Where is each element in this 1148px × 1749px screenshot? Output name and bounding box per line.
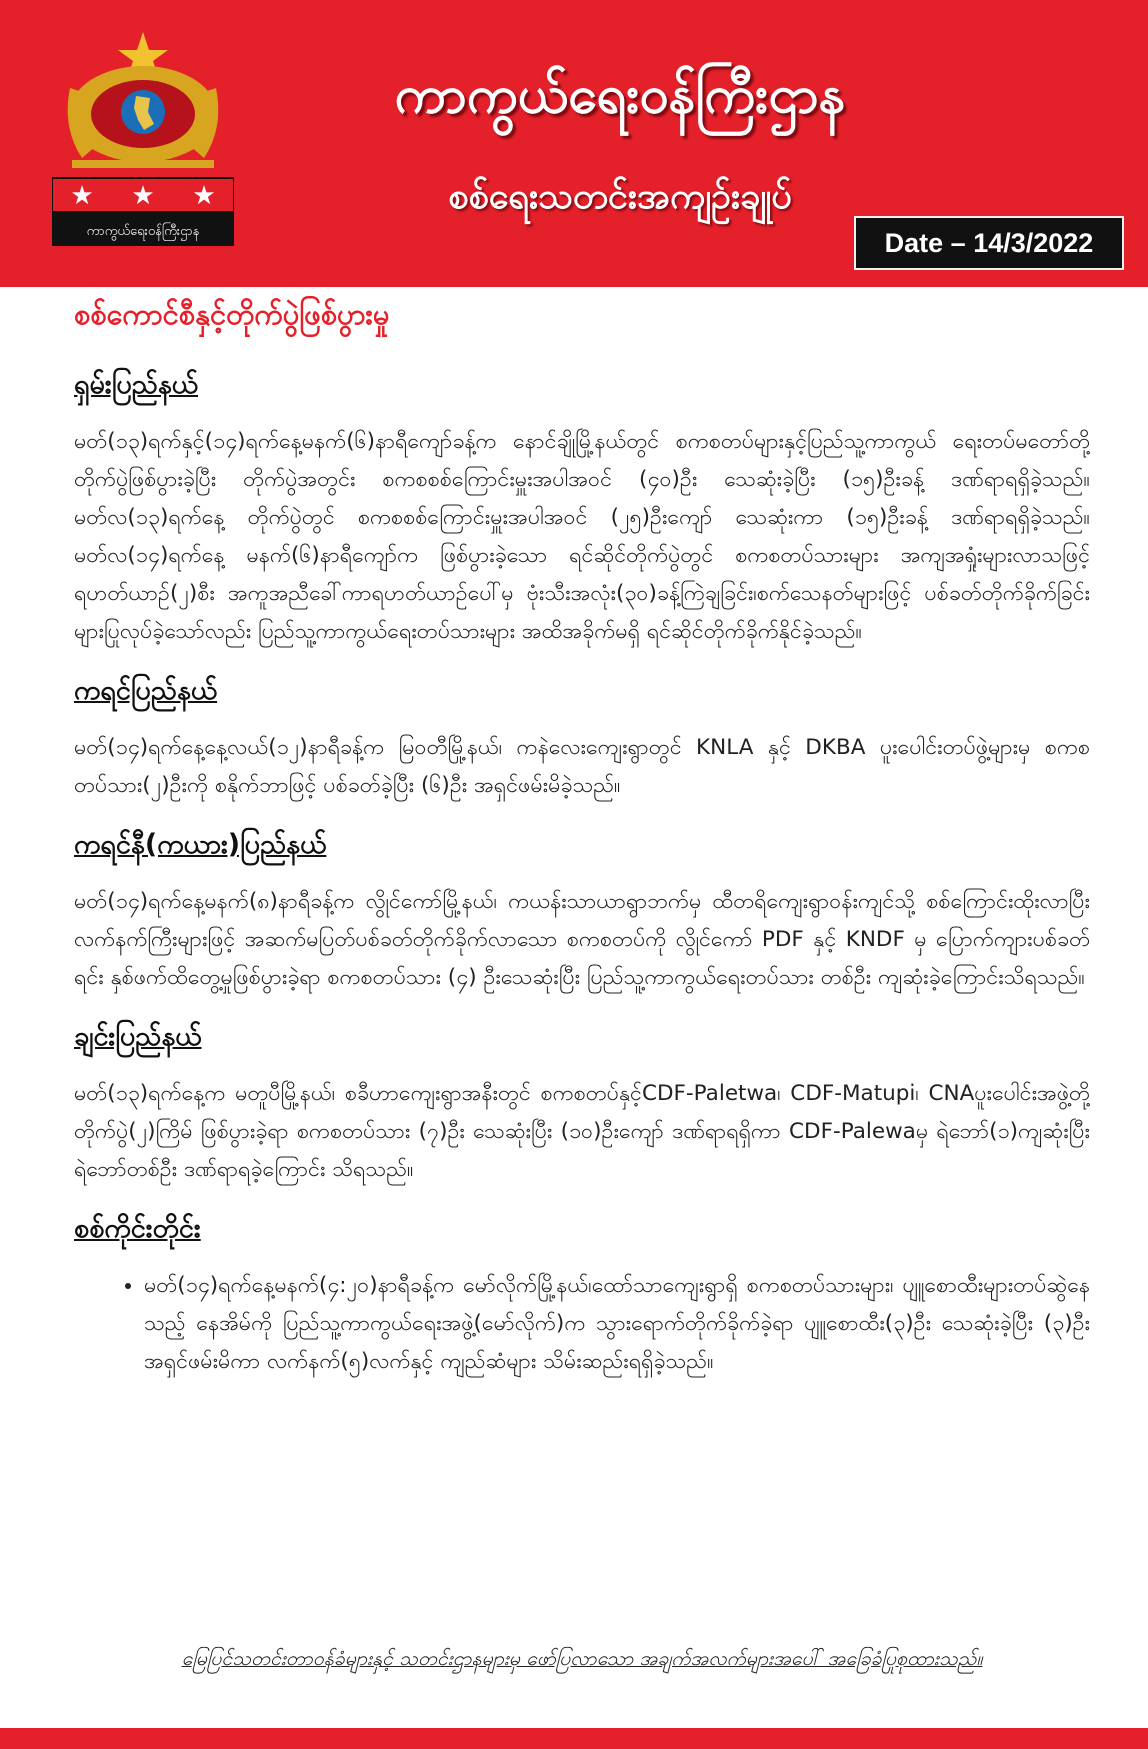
svg-text:★: ★ (70, 181, 94, 211)
section-heading: ရှမ်းပြည်နယ် (74, 369, 199, 400)
ministry-title: ကာကွယ်ရေးဝန်ကြီးဌာန (394, 65, 846, 125)
date-badge: Date – 14/3/2022 (854, 216, 1124, 270)
section-sagaing (74, 1211, 1090, 1381)
bullet-item: • မတ်(၁၄)ရက်နေ့မနက်(၄:၂၀)နာရီခန့်က မော်လိုက်မြို့နယ်၊ထော်သာကျေးရွာရှိ စကစတပ်သားများ၊ ပျူစောထီးများတပ်ဆွဲနေသည့် နေအိမ်ကို ပြည်သူ့ကာကွယ်ရေးအဖွဲ့(မော်လိုက်)က သွားရောက်တိုက်ခိုက်ခဲ့ရာ ပျူစောထီး(၃)ဦး သေဆုံးခဲ့ပြီး (၃)ဦးအရှင်ဖမ်းမိကာ လက်နက်(၅)လက်နှင့် ကျည်ဆံများ သိမ်းဆည်းရရှိခဲ့သည်။ (144, 1267, 1090, 1381)
source-note: မြေပြင်သတင်းတာဝန်ခံများနှင့် သတင်းဌာနများမှ ဖော်ပြလာသော အချက်အလက်များအပေါ် အခြေခံပြုစုထားသည်။ (181, 1647, 983, 1670)
section-karenni (74, 827, 1090, 997)
section-heading: ချင်းပြည်နယ် (74, 1021, 202, 1052)
section-paragraph: မတ်(၁၄)ရက်နေ့မနက်(၈)နာရီခန့်က လွိုင်ကော်မြို့နယ်၊ ကယန်းသာယာရွာဘက်မှ ထီတရိကျေးရွာဝန်းကျင်သို့ စစ်ကြောင်းထိုးလာပြီး လက်နက်ကြီးများဖြင့် အဆက်မပြတ်ပစ်ခတ်တိုက်ခိုက်လာသော စကစတပ်ကို လွိုင်ကော် PDF နှင့် KNDF မှ ပြောက်ကျားပစ်ခတ်ရင်း နှစ်ဖက်ထိတွေ့မှုဖြစ်ပွားခဲ့ရာ စကစတပ်သား (၄) ဦးသေဆုံးပြီး ပြည်သူ့ကာကွယ်ရေးတပ်သား တစ်ဦး ကျဆုံးခဲ့ကြောင်းသိရသည်။ (74, 889, 1090, 990)
section-heading: ကရင်နီ(ကယား)ပြည်နယ် (74, 829, 327, 860)
ministry-emblem-icon (52, 28, 234, 248)
section-paragraph: မတ်(၁၃)ရက်နှင့်(၁၄)ရက်နေ့မနက်(၆)နာရီကျော်ခန့်က နောင်ချိုမြို့နယ်တွင် စကစတပ်များနှင့်ပြည်သူ့ကာကွယ် ရေးတပ်မတော်တို့ တိုက်ပွဲဖြစ်ပွားခဲ့ပြီး တိုက်ပွဲအတွင်း စကစစစ်ကြောင်းမှူးအပါအဝင် (၄၀)ဦး သေဆုံးခဲ့ပြီး (၁၅)ဦးခန့် ဒဏ်ရာရရှိခဲ့သည်။ မတ်လ(၁၃)ရက်နေ့ တိုက်ပွဲတွင် စကစစစ်ကြောင်းမှူးအပါအဝင် (၂၅)ဦးကျော် သေဆုံးကာ (၁၅)ဦးခန့် ဒဏ်ရာရရှိခဲ့သည်။ မတ်လ(၁၄)ရက်နေ့ မနက်(၆)နာရီကျော်က ဖြစ်ပွားခဲ့သော ရင်ဆိုင်တိုက်ပွဲတွင် စကစတပ်သားများ အကျအရှုံးများလာသဖြင့် ရဟတ်ယာဉ်(၂)စီး အကူအညီခေါ်ကာရဟတ်ယာဉ်ပေါ်မှ ဗုံးသီးအလုံး(၃၀)ခန့်ကြဲချခြင်း၊စက်သေနတ်များဖြင့် ပစ်ခတ်တိုက်ခိုက်ခြင်းများပြုလုပ်ခဲ့သော်လည်း ပြည်သူ့ကာကွယ်ရေးတပ်သားများ အထိအခိုက်မရှိ ရင်ဆိုင်တိုက်ခိုက်နိုင်ခဲ့သည်။ (74, 429, 1090, 644)
section-shan (74, 367, 1090, 651)
section-chin (74, 1019, 1090, 1189)
svg-text:★: ★ (131, 181, 155, 211)
section-paragraph: မတ်(၁၄)ရက်နေ့နေ့လယ်(၁၂)နာရီခန့်က မြဝတီမြို့နယ်၊ ကနဲလေးကျေးရွာတွင် KNLA နှင့် DKBA ပူးပေါင်းတပ်ဖွဲ့များမှ စကစတပ်သား(၂)ဦးကို စနိုက်ဘာဖြင့် ပစ်ခတ်ခဲ့ပြီး (၆)ဦး အရှင်ဖမ်းမိခဲ့သည်။ (74, 735, 1090, 798)
section-heading: ကရင်ပြည်နယ် (74, 675, 218, 706)
svg-text:★: ★ (192, 181, 216, 211)
bulletin-subtitle: စစ်ရေးသတင်းအကျဉ်းချုပ် (448, 176, 792, 217)
bullet-list (74, 1267, 1090, 1381)
emblem-caption: ကာကွယ်ရေးဝန်ကြီးဌာန (86, 224, 200, 239)
section-heading: စစ်ကိုင်းတိုင်း (74, 1213, 201, 1244)
main-heading: စစ်ကောင်စီနှင့်တိုက်ပွဲဖြစ်ပွားမှု (74, 297, 390, 331)
bulletin-content (74, 296, 1090, 1381)
section-karen (74, 673, 1090, 805)
section-paragraph: မတ်(၁၃)ရက်နေ့က မတူပီမြို့နယ်၊ စခီဟာကျေးရွာအနီးတွင် စကစတပ်နှင့်CDF-Paletwa၊ CDF-Matupi၊ CNAပူးပေါင်းအဖွဲ့တို့ တိုက်ပွဲ(၂)ကြိမ် ဖြစ်ပွားခဲ့ရာ စကစတပ်သား (၇)ဦး သေဆုံးပြီး (၁၀)ဦးကျော် ဒဏ်ရာရရှိကာ CDF-Palewaမှ ရဲဘော်(၁)ကျဆုံးပြီး ရဲဘော်တစ်ဦး ဒဏ်ရာရခဲ့ကြောင်း သိရသည်။ (74, 1081, 1090, 1182)
footer-bar (0, 1728, 1148, 1749)
header-banner (0, 0, 1148, 287)
